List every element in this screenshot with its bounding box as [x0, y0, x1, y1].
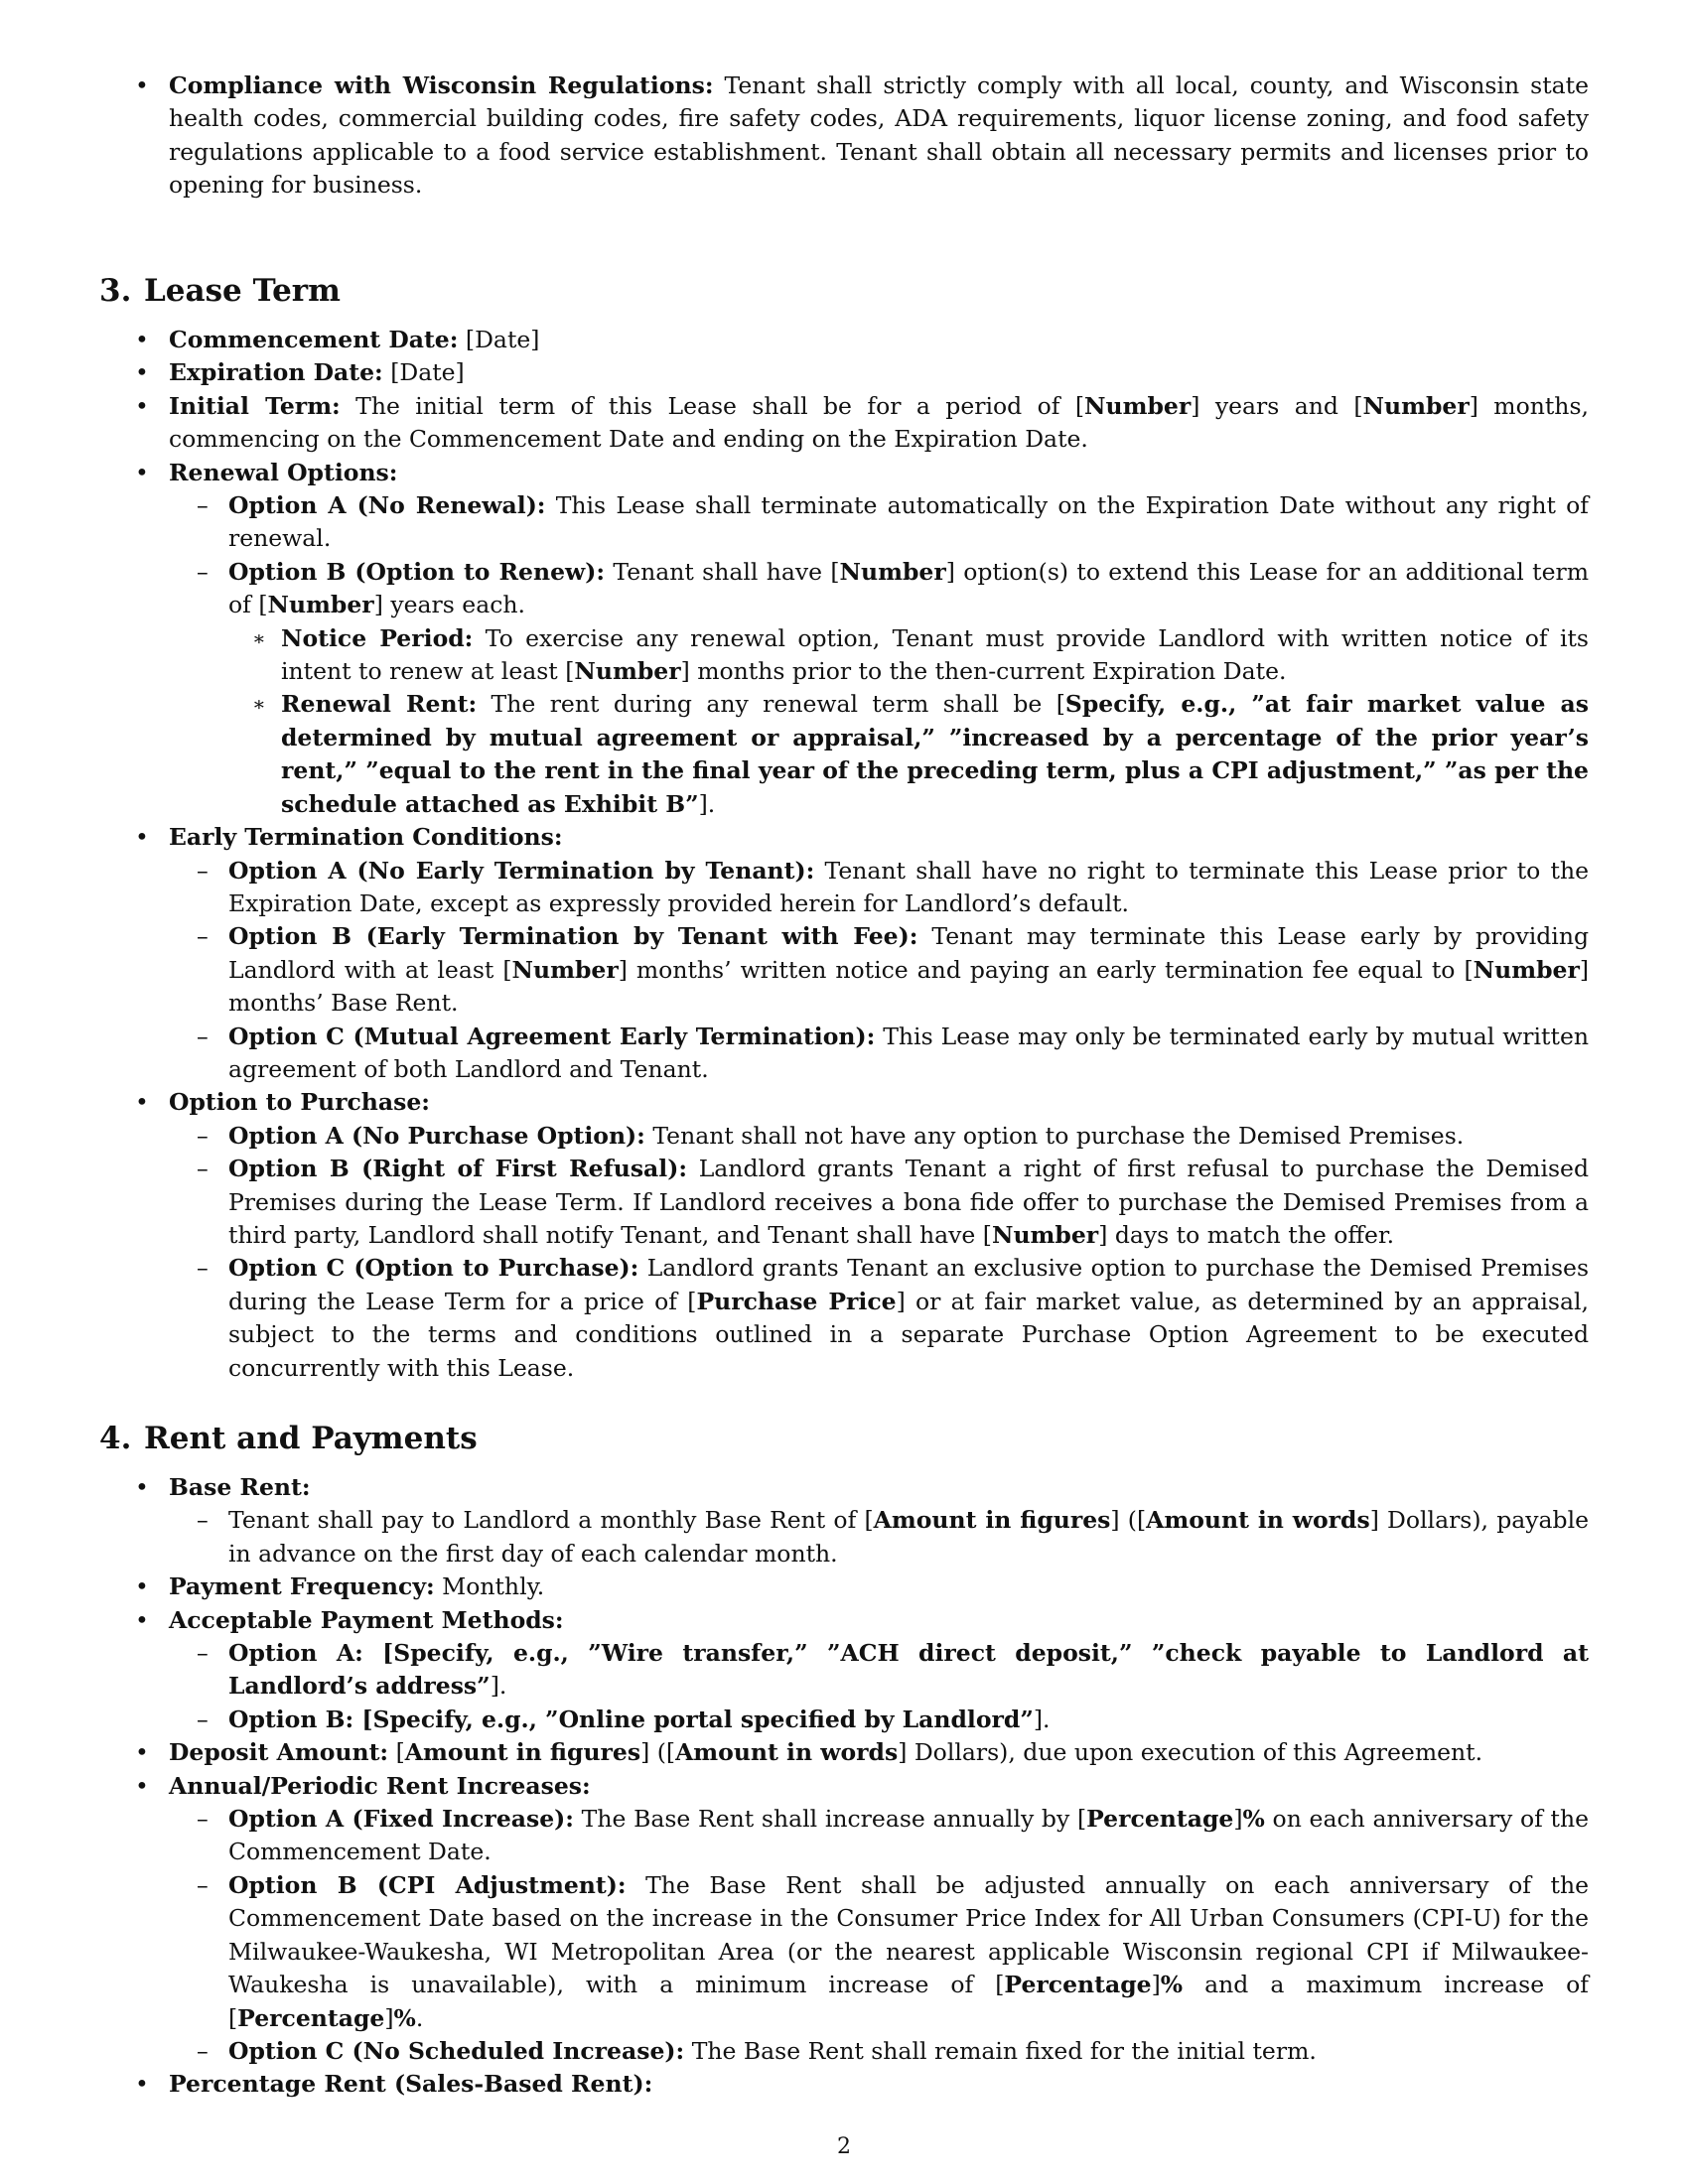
placeholder-number: Number — [1362, 391, 1470, 420]
option-label: Option B (Early Termination by Tenant with Fee): — [228, 922, 918, 951]
dash-icon: – — [197, 1155, 209, 1183]
percent-sign: % — [1160, 1971, 1184, 1999]
option-text: . — [415, 2003, 424, 2032]
option-text: This Lease shall terminate automatically on the Expiration Date without any right of renewal. — [228, 491, 1589, 553]
section-4-title: Rent and Payments — [144, 1421, 478, 1456]
bullet-icon: • — [135, 1605, 149, 1634]
option-to-purchase-item — [99, 1086, 1589, 1119]
early-option-c — [99, 1021, 1589, 1087]
option-text: ]. — [1033, 1705, 1051, 1733]
option-label: Option A (No Purchase Option): — [228, 1121, 645, 1150]
dash-icon: – — [197, 922, 209, 951]
renewal-option-b — [99, 556, 1589, 622]
option-text: ] years each. — [373, 591, 525, 619]
payment-method-option-b — [99, 1704, 1589, 1736]
early-option-a — [99, 855, 1589, 921]
option-label: Option B (Option to Renew): — [228, 557, 606, 586]
placeholder-amount-words: Amount in words — [1146, 1506, 1370, 1535]
initial-term-label: Initial Term: — [169, 391, 341, 420]
placeholder-percentage: Percentage — [1086, 1805, 1234, 1834]
placeholder-percentage: Percentage — [237, 2003, 385, 2032]
option-text: ] or at fair market value, as determined by an appraisal, subject to the terms and conditions outlined in a separate Purchase Option Agreement to be executed concurrently with this Lease. — [228, 1287, 1589, 1382]
bullet-icon: • — [135, 1738, 149, 1767]
dash-icon: – — [197, 1254, 209, 1283]
option-label: Option C (Option to Purchase): — [228, 1254, 639, 1283]
base-rent-text: Tenant shall pay to Landlord a monthly Base Rent of [ — [228, 1506, 874, 1535]
option-label: Option A: — [228, 1639, 363, 1668]
bullet-icon: • — [135, 458, 149, 486]
option-text: ] months’ written notice and paying an early termination fee equal to [ — [618, 955, 1474, 984]
option-label: Option B: — [228, 1705, 354, 1733]
base-rent-detail — [99, 1504, 1589, 1570]
expiration-date-item — [99, 356, 1589, 389]
page-number: 2 — [837, 2134, 851, 2159]
bullet-icon: • — [135, 823, 149, 852]
increase-option-b — [99, 1869, 1589, 2035]
option-text: Tenant shall not have any option to purchase the Demised Premises. — [644, 1121, 1465, 1150]
rent-increases-item — [99, 1770, 1589, 1803]
initial-term-text: ] months, commencing on the Commencement Date and ending on the Expiration Date. — [169, 391, 1589, 454]
dash-icon: – — [197, 491, 209, 520]
initial-term-text: ] years and [ — [1191, 391, 1363, 420]
option-text: Landlord grants Tenant a right of first refusal to purchase the Demised Premises during the Lease Term. If Landlord receives a bona fide offer to purchase the Demised Premises from a third party, Landlord shall notify Tenant, and Tenant shall have [ — [228, 1155, 1589, 1249]
bullet-icon: • — [135, 358, 149, 387]
option-label: Option A (Fixed Increase): — [228, 1805, 574, 1834]
renewal-option-a — [99, 489, 1589, 556]
percentage-rent-label: Percentage Rent (Sales-Based Rent): — [169, 2070, 653, 2099]
purchase-option-b — [99, 1153, 1589, 1252]
dash-icon: – — [197, 1639, 209, 1668]
percent-sign: % — [1242, 1805, 1265, 1834]
asterisk-icon: ∗ — [252, 625, 266, 650]
deposit-text: [ — [388, 1738, 405, 1767]
section-3-number: 3. — [99, 273, 132, 309]
deposit-text: ] Dollars), due upon execution of this Agreement. — [898, 1738, 1483, 1767]
early-termination-item — [99, 821, 1589, 854]
placeholder-amount-words: Amount in words — [675, 1738, 899, 1767]
option-text: Tenant shall have [ — [605, 557, 840, 586]
purchase-option-c — [99, 1252, 1589, 1385]
initial-term-item — [99, 390, 1589, 457]
placeholder-specify: Specify, e.g., ”Online portal specified by Landlord” — [372, 1705, 1034, 1733]
base-rent-item — [99, 1471, 1589, 1504]
renewal-options-item — [99, 457, 1589, 489]
option-text: The Base Rent shall be adjusted annually on each anniversary of the Commencement Date based on the increase in the Consumer Price Index for All Urban Consumers (CPI-U) for the Milwaukee-Waukesha, WI Metropolitan Area (or the nearest applicable Wisconsin regional CPI if Milwaukee-Waukesha is unavailable), with a minimum increase of [ — [228, 1870, 1589, 1999]
commencement-label: Commencement Date: — [169, 326, 459, 353]
dash-icon: – — [197, 1121, 209, 1150]
notice-period-label: Notice Period: — [281, 623, 474, 652]
increase-option-c — [99, 2035, 1589, 2068]
dash-icon: – — [197, 1870, 209, 1899]
renewal-rent-item — [99, 688, 1589, 821]
placeholder-amount-figures: Amount in figures — [404, 1738, 641, 1767]
payment-method-option-a — [99, 1637, 1589, 1704]
payment-frequency-label: Payment Frequency: — [169, 1572, 435, 1601]
option-text: ] days to match the offer. — [1098, 1220, 1395, 1249]
bullet-icon: • — [135, 1572, 149, 1601]
option-label: Option C (No Scheduled Increase): — [228, 2036, 685, 2065]
section-4 — [99, 1418, 1589, 2102]
option-label: Option A (No Early Termination by Tenant): — [228, 856, 815, 885]
section-3-title: Lease Term — [144, 273, 341, 309]
bullet-icon: • — [135, 1473, 149, 1501]
placeholder-number: Number — [267, 591, 374, 619]
option-text: [ — [362, 1639, 394, 1668]
placeholder-number: Number — [1473, 955, 1580, 984]
option-text: Landlord grants Tenant an exclusive option to purchase the Demised Premises during the Lease Term for a price of [ — [228, 1254, 1589, 1315]
option-text: ] months’ Base Rent. — [228, 955, 1590, 1018]
dash-icon: – — [197, 1805, 209, 1834]
deposit-text: ] ([ — [640, 1738, 676, 1767]
dash-icon: – — [197, 1506, 209, 1535]
purchase-option-a — [99, 1120, 1589, 1153]
dash-icon: – — [197, 1705, 209, 1733]
dash-icon: – — [197, 557, 209, 586]
expiration-value: [Date] — [390, 358, 465, 387]
option-label: Option A (No Renewal): — [228, 491, 546, 520]
bullet-icon: • — [135, 1771, 149, 1800]
compliance-text: Tenant shall strictly comply with all local, county, and Wisconsin state health codes, commercial building codes, fire safety codes, ADA requirements, liquor license zoning, and food safety regulations applicable to a food service establishment. Tenant shall obtain all necessary permits and licenses prior to opening for business. — [169, 71, 1590, 200]
section-3 — [99, 270, 1589, 1385]
section-4-heading — [99, 1418, 1589, 1459]
compliance-label: Compliance with Wisconsin Regulations: — [169, 71, 714, 99]
bullet-icon: • — [135, 2070, 149, 2099]
compliance-item — [99, 69, 1589, 203]
renewal-options-label: Renewal Options: — [169, 458, 398, 486]
payment-frequency-value: Monthly. — [434, 1572, 545, 1601]
bullet-icon: • — [135, 71, 149, 99]
percent-sign: % — [393, 2003, 416, 2032]
payment-methods-label: Acceptable Payment Methods: — [169, 1605, 564, 1634]
payment-frequency-item — [99, 1570, 1589, 1603]
option-text: ] — [384, 2003, 394, 2032]
notice-period-item — [99, 622, 1589, 689]
notice-period-text: To exercise any renewal option, Tenant must provide Landlord with written notice of its intent to renew at least [ — [281, 623, 1589, 686]
option-label: Option B (CPI Adjustment): — [228, 1870, 627, 1899]
renewal-rent-text: The rent during any renewal term shall be [ — [477, 690, 1065, 719]
option-label: Option C (Mutual Agreement Early Termination): — [228, 1022, 876, 1050]
renewal-rent-text: ]. — [698, 789, 716, 818]
placeholder-specify: Specify, e.g., ”Wire transfer,” ”ACH direct deposit,” ”check payable to Landlord at Landlord’s address” — [228, 1639, 1589, 1701]
deposit-amount-item — [99, 1736, 1589, 1769]
percentage-rent-item — [99, 2068, 1589, 2101]
base-rent-label: Base Rent: — [169, 1473, 311, 1501]
dash-icon: – — [197, 856, 209, 885]
option-text: and a maximum increase of [ — [228, 1971, 1589, 2032]
placeholder-number: Number — [1084, 391, 1192, 420]
asterisk-icon: ∗ — [252, 692, 266, 717]
deposit-label: Deposit Amount: — [169, 1738, 389, 1767]
commencement-value: [Date] — [465, 326, 540, 353]
option-text: Tenant may terminate this Lease early by providing Landlord with at least [ — [228, 922, 1589, 984]
option-to-purchase-label: Option to Purchase: — [169, 1088, 430, 1117]
dash-icon: – — [197, 1022, 209, 1050]
placeholder-number: Number — [991, 1220, 1099, 1249]
payment-methods-item — [99, 1604, 1589, 1637]
initial-term-text: The initial term of this Lease shall be for a period of [ — [340, 391, 1085, 420]
renewal-rent-label: Renewal Rent: — [281, 690, 478, 719]
option-text: Tenant shall have no right to terminate this Lease prior to the Expiration Date, except as expressly provided herein for Landlord’s default. — [228, 856, 1589, 917]
early-termination-label: Early Termination Conditions: — [169, 823, 563, 852]
option-text: ] option(s) to extend this Lease for an additional term of [ — [228, 557, 1589, 619]
option-text: ]. — [490, 1672, 507, 1701]
option-label: Option B (Right of First Refusal): — [228, 1155, 687, 1183]
section-4-number: 4. — [99, 1421, 132, 1456]
option-text: The Base Rent shall remain fixed for the initial term. — [684, 2036, 1317, 2065]
bullet-icon: • — [135, 1088, 149, 1117]
increase-option-a — [99, 1803, 1589, 1869]
option-text: [ — [353, 1705, 373, 1733]
placeholder-specify: Specify, e.g., ”at fair market value as determined by mutual agreement or appraisal,” ”increased by a percentage of the prior year’s rent,” ”equal to the rent in the final year of the preceding term, plus a CPI adjustment,” ”as per the schedule attached as Exhibit B” — [281, 690, 1589, 818]
notice-period-text: ] months prior to the then-current Expiration Date. — [680, 657, 1287, 686]
placeholder-amount-figures: Amount in figures — [873, 1506, 1111, 1535]
option-text: on each anniversary of the Commencement Date. — [228, 1805, 1589, 1866]
bullet-icon: • — [135, 391, 149, 420]
commencement-date-item — [99, 324, 1589, 356]
placeholder-purchase-price: Purchase Price — [696, 1287, 897, 1315]
section-3-heading — [99, 270, 1589, 312]
placeholder-percentage: Percentage — [1004, 1971, 1152, 1999]
placeholder-number: Number — [511, 955, 619, 984]
dash-icon: – — [197, 2036, 209, 2065]
option-text: ] — [1151, 1971, 1161, 1999]
option-text: ] — [1233, 1805, 1243, 1834]
option-text: This Lease may only be terminated early by mutual written agreement of both Landlord and Tenant. — [228, 1022, 1589, 1083]
rent-increases-label: Annual/Periodic Rent Increases: — [169, 1771, 591, 1800]
placeholder-number: Number — [574, 657, 681, 686]
base-rent-text: ] Dollars), payable in advance on the first day of each calendar month. — [228, 1506, 1589, 1568]
early-option-b — [99, 920, 1589, 1020]
bullet-icon: • — [135, 326, 149, 353]
placeholder-number: Number — [839, 557, 946, 586]
option-text: The Base Rent shall increase annually by [ — [573, 1805, 1087, 1834]
expiration-label: Expiration Date: — [169, 358, 383, 387]
base-rent-text: ] ([ — [1110, 1506, 1147, 1535]
